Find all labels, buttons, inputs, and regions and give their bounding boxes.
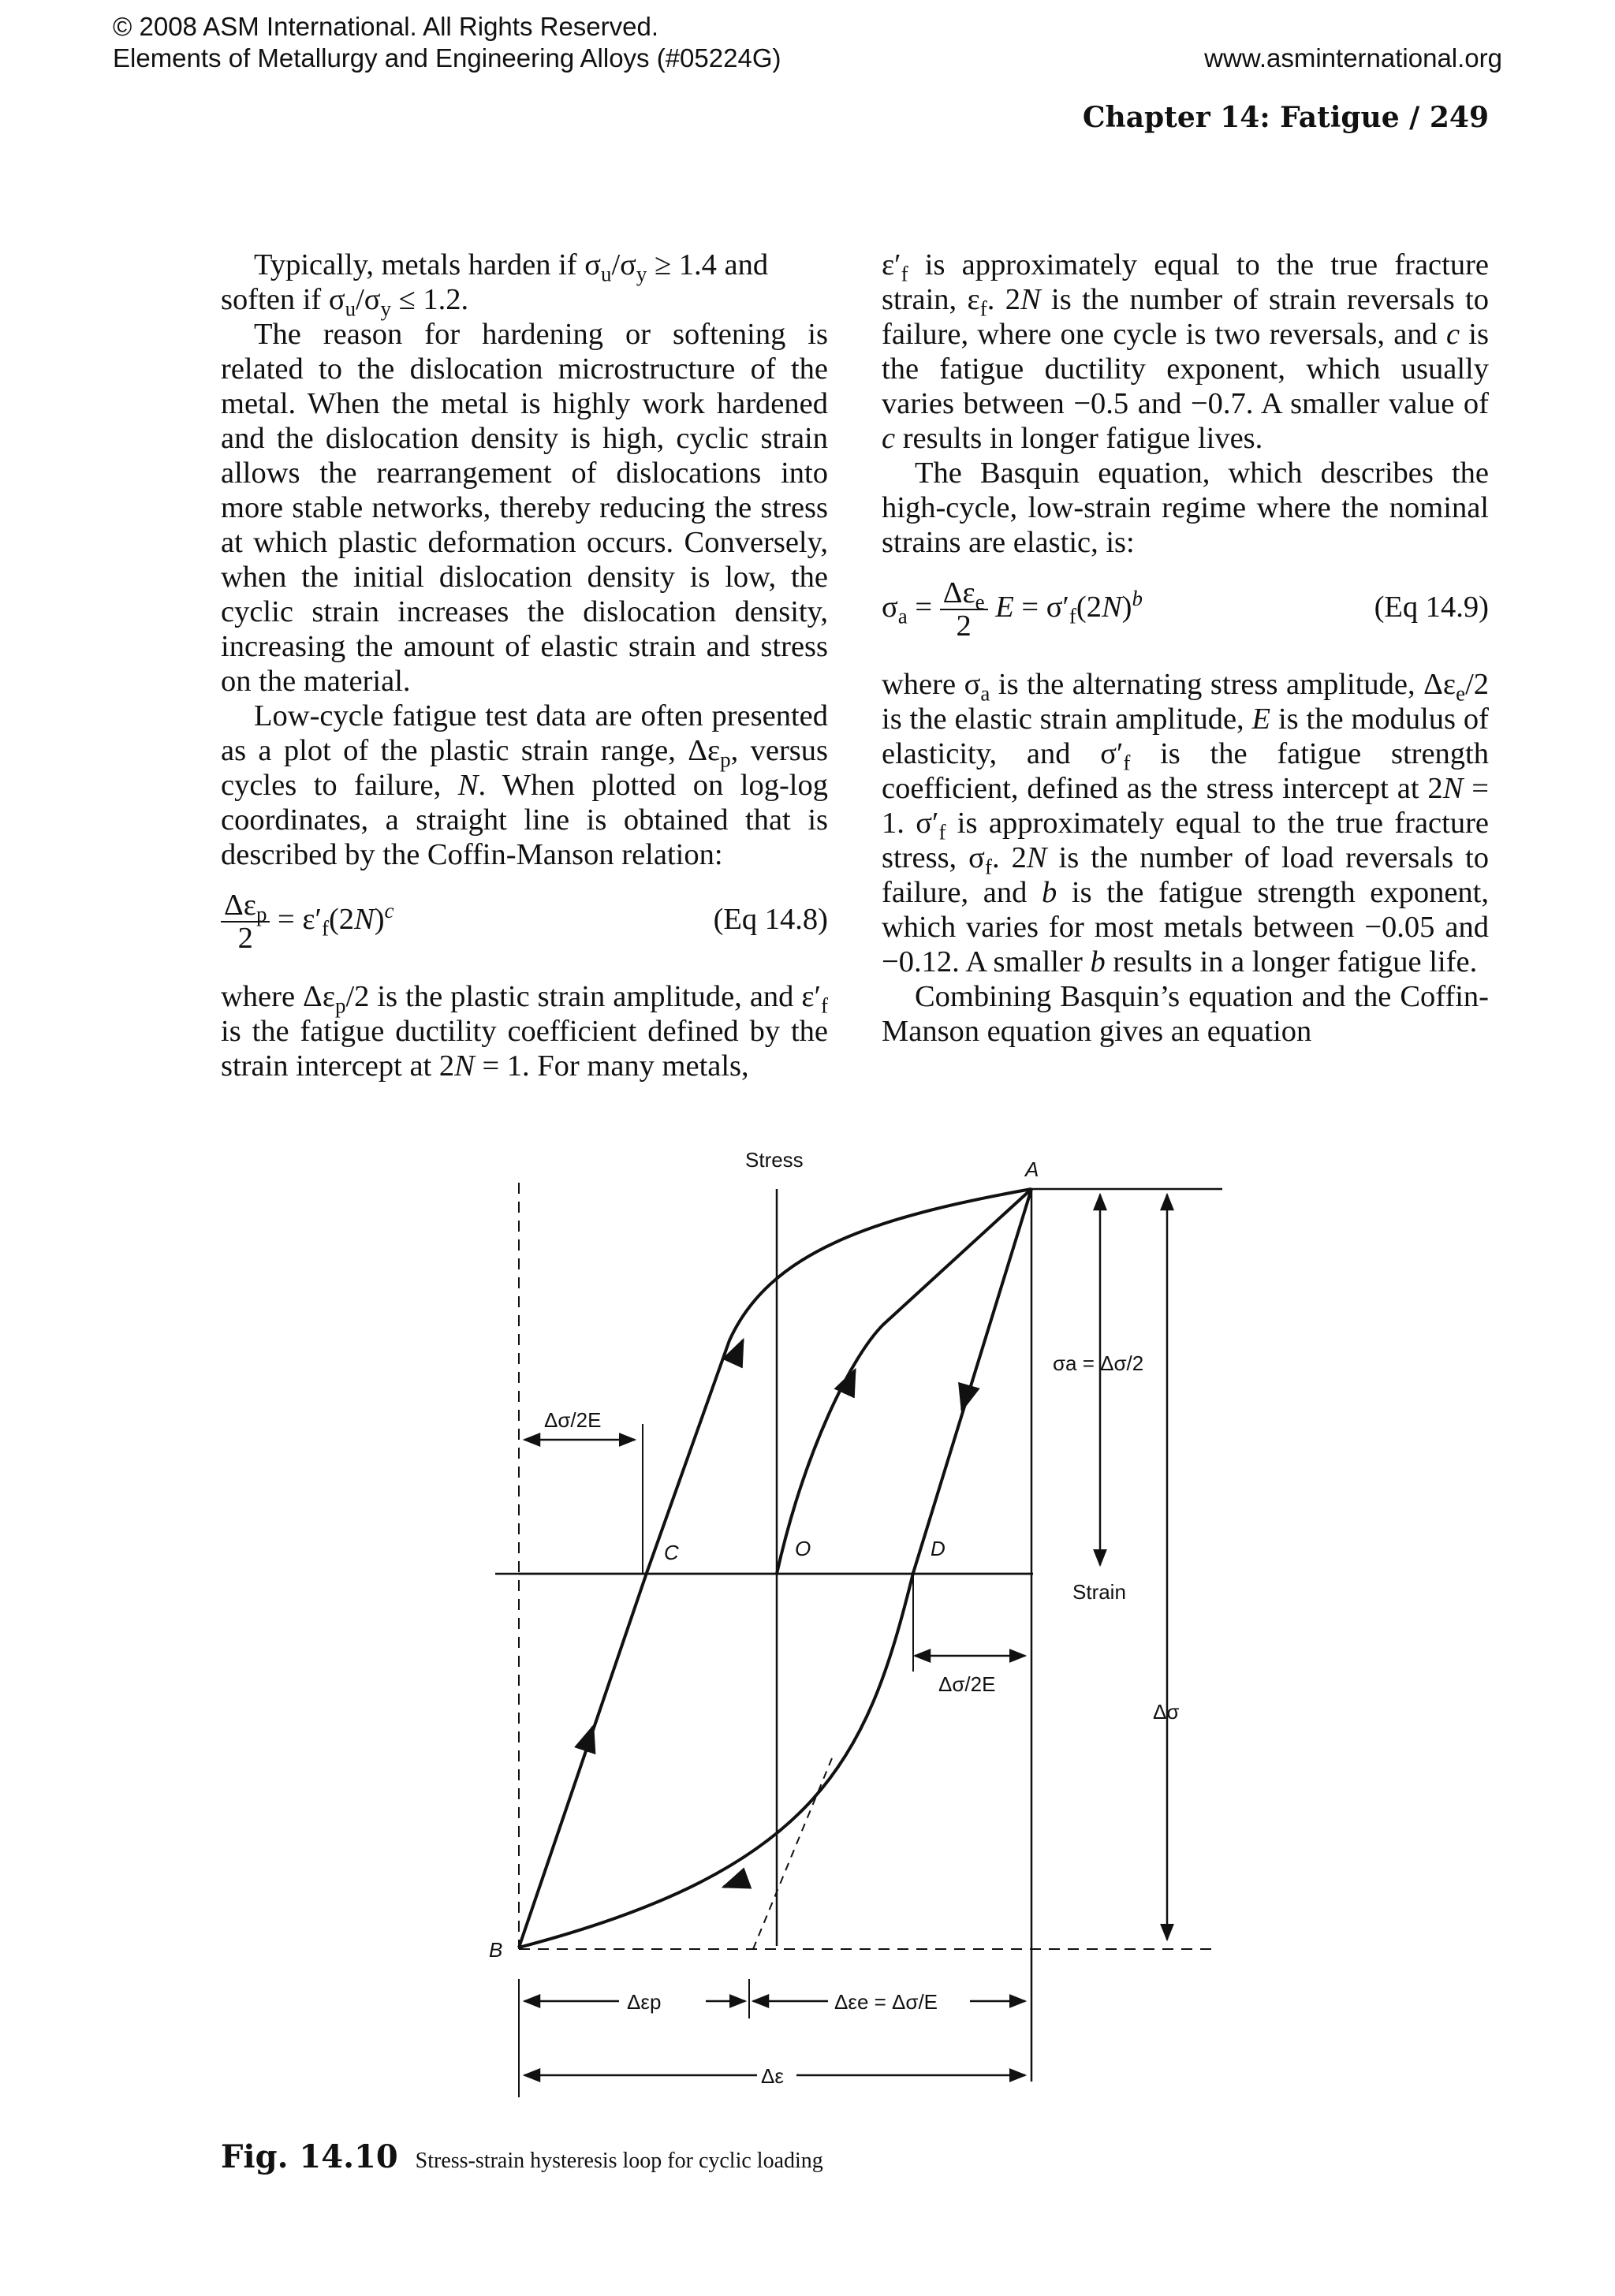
paragraph: Combining Basquin’s equation and the Coffin-Manson equation gives an equation xyxy=(882,980,1489,1048)
book-title-line: Elements of Metallurgy and Engineering Alloys (#05224G) xyxy=(113,43,781,73)
caption-number: Fig. 14.10 xyxy=(221,2138,398,2175)
left-dsig2e-label: Δσ/2E xyxy=(544,1408,602,1432)
left-column xyxy=(221,248,828,1083)
sigma-a-label: σa = Δσ/2 xyxy=(1053,1351,1144,1375)
paragraph: $\varepsilon'_f$ is approximately equal to the true fracture strain, $\varepsilon_f$. 2N is the number of strain reversals to failure, where one cycle is two reversals, and c is the fatigue ductility exponent, which usually varies between −0.5 and −0.7. A smaller value of c results in longer fatigue lives. xyxy=(882,248,1490,455)
point-b-label: B xyxy=(489,1938,503,1962)
deps-p-label: Δεp xyxy=(627,1990,662,2014)
paragraph: where $\sigma_a$ is the alternating stress amplitude, $\Delta\varepsilon_e/2$ is the elastic strain amplitude, E is the modulus of elasticity, and $\sigma'_f$ is the fatigue strength coefficient, defined as the stress intercept at 2N = 1. $\sigma'_f$ is approximately equal to the true fracture stress, $\sigma_f$. 2N is the number of load reversals to failure, and b is the fatigue strength exponent, which varies for most metals between −0.05 and −0.12. A smaller b results in a longer fatigue life. xyxy=(882,668,1490,978)
copyright-line: © 2008 ASM International. All Rights Reserved. xyxy=(113,12,659,41)
caption-text: Stress-strain hysteresis loop for cyclic loading xyxy=(415,2149,823,2173)
website-link[interactable]: www.asminternational.org xyxy=(1204,43,1502,73)
paragraph: The reason for hardening or softening is related to the dislocation microstructure of the metal. When the metal is highly work hardened and the dislocation density is high, cyclic strain allows the rearrangement of dislocations into more stable networks, thereby reducing the stress at which plastic deformation occurs. Conversely, when the initial dislocation density is low, the cyclic strain increases the dislocation density, increasing the amount of elastic strain and stress on the material. xyxy=(221,318,828,698)
equation-number: (Eq 14.8) xyxy=(713,903,828,936)
right-dsig2e-label: Δσ/2E xyxy=(938,1672,996,1696)
delta-sigma-label: Δσ xyxy=(1153,1700,1180,1724)
equation-14-9: $\sigma_a$ = $\frac{\Delta\varepsilon_e}{2}$ $E = \sigma'_f(2N)^b$ (Eq 14.9) xyxy=(882,576,1489,643)
elastic-extension-line xyxy=(753,1758,832,1949)
unloading-curve xyxy=(519,1189,1031,1948)
equation-14-8: $\frac{\Delta\varepsilon_p}{2}$ = $\varepsilon'_f(2N)^c$ (Eq 14.8) xyxy=(221,889,828,959)
paragraph: where $\Delta\varepsilon_p/2$ is the plastic strain amplitude, and $\varepsilon'_f$ is the fatigue ductility coefficient defined by the strain intercept at 2N = 1. For many metals, xyxy=(221,980,828,1083)
hysteresis-loop-figure xyxy=(442,1135,1230,2129)
point-a-label: A xyxy=(1025,1157,1039,1181)
running-head: Chapter 14: Fatigue / 249 xyxy=(1082,101,1489,134)
point-c-label: C xyxy=(664,1541,679,1564)
stress-axis-label: Stress xyxy=(745,1148,804,1172)
origin-o-label: O xyxy=(795,1537,811,1560)
equation-number: (Eq 14.9) xyxy=(1374,591,1489,624)
right-column xyxy=(882,248,1489,1049)
deps-label: Δε xyxy=(761,2064,784,2088)
initial-loading-curve xyxy=(777,1189,1031,1574)
paragraph: The Basquin equation, which describes the high-cycle, low-strain regime where the nominal strains are elastic, is: xyxy=(882,457,1489,559)
point-d-label: D xyxy=(931,1537,946,1560)
paragraph: Low-cycle fatigue test data are often presented as a plot of the plastic strain range, $\Delta\varepsilon_p$, versus cycles to failure, N. When plotted on log-log coordinates, a straight line is obtained that is described by the Coffin-Manson relation: xyxy=(221,699,828,871)
strain-axis-label: Strain xyxy=(1072,1580,1126,1604)
paragraph: Typically, metals harden if $\sigma_u/\sigma_y \ge 1.4$ and xyxy=(254,248,769,286)
figure-caption xyxy=(221,2138,823,2175)
deps-e-label: Δεe = Δσ/E xyxy=(834,1990,938,2014)
paragraph: soften if $\sigma_u/\sigma_y \le 1.2$. xyxy=(221,283,469,321)
